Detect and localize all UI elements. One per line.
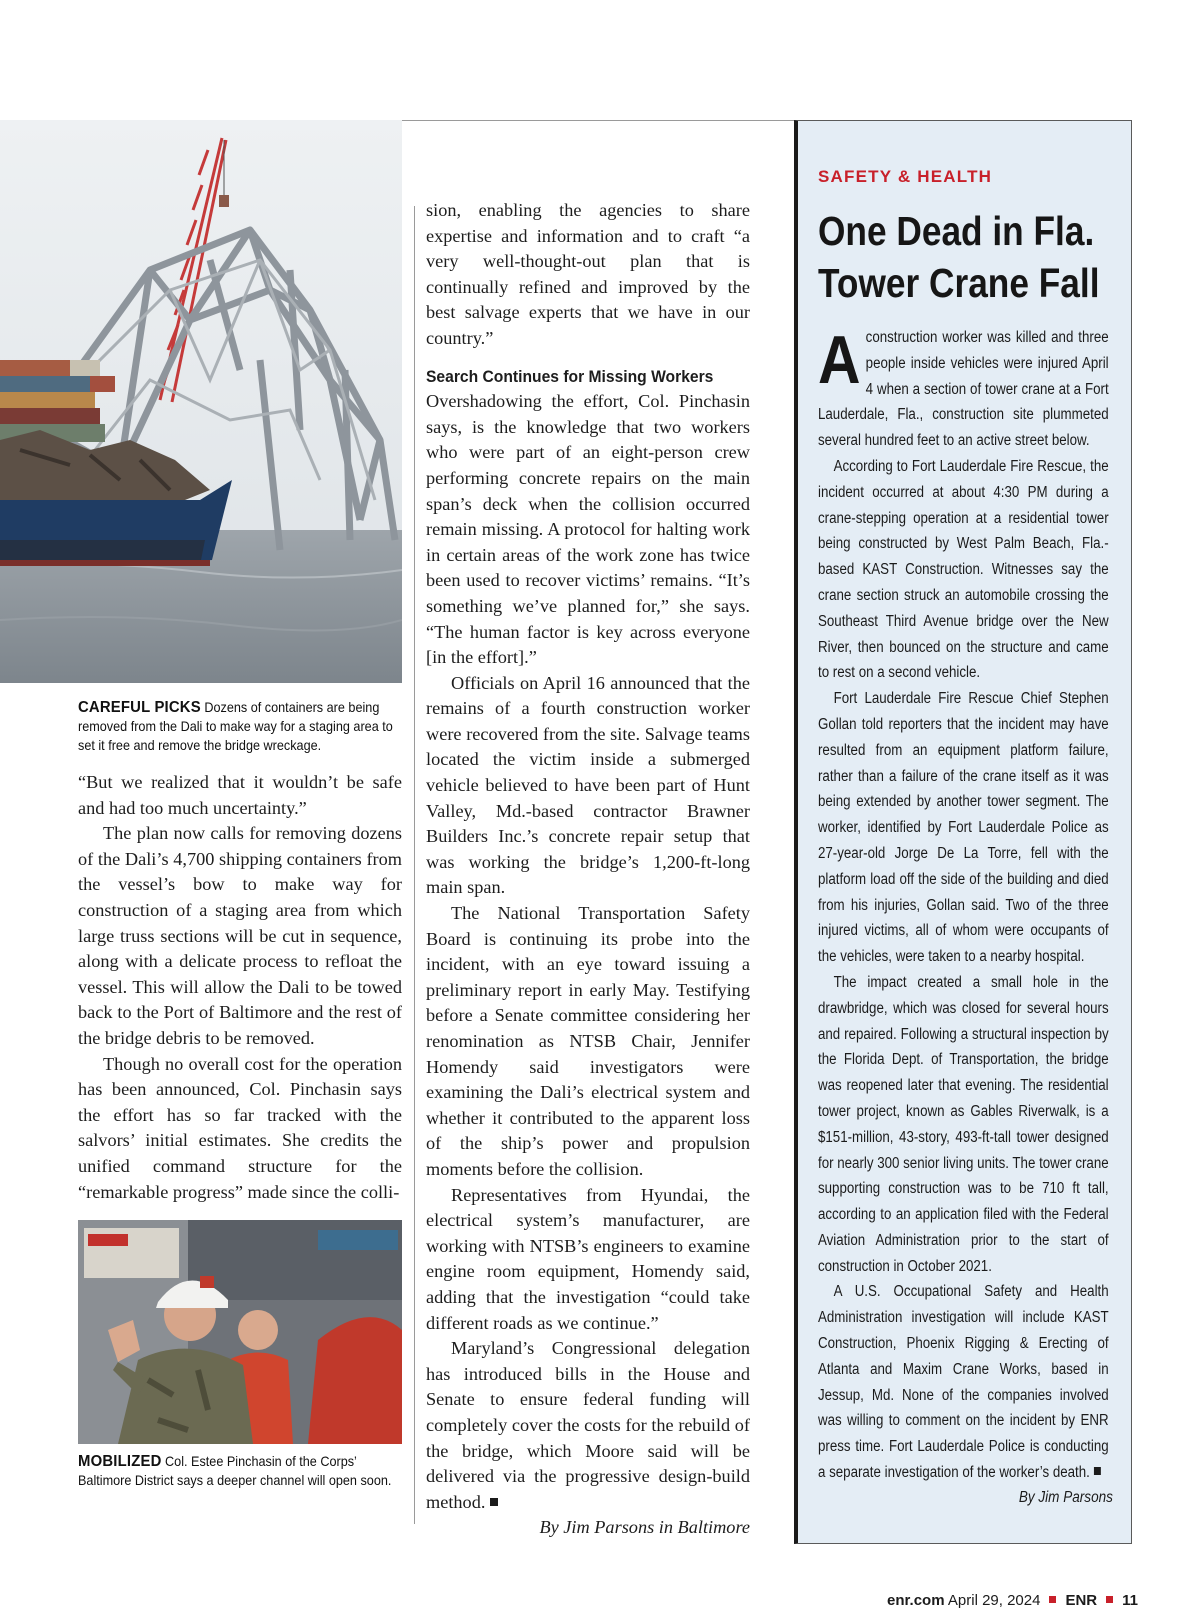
caption-text: Dozens of containers are being removed from the Dali to make way for a staging area to set it free and remove the bridge wreckage. — [78, 700, 393, 753]
subhead: Search Continues for Missing Workers — [426, 366, 714, 386]
sidebar-body — [818, 322, 1109, 1486]
paragraph: The impact created a small hole in the drawbridge, which was closed for several hours and repaired. Following a structural inspection by the Florida Dept. of Transportation, the bridge was reopened later that evening. The residential tower project, known as Gables Riverwalk, is a $151-million, 43-story, 493-ft-tall tower designed for nearly 300 senior living units. The tower crane supporting construction was to be 710 ft tall, according to an application filed with the Federal Aviation Administration prior to the start of construction in October 2021. — [818, 973, 1109, 1275]
bottom-photo-caption — [78, 1452, 405, 1490]
paragraph — [818, 1279, 1109, 1485]
sidebar-headline: One Dead in Fla. Tower Crane Fall — [818, 208, 1100, 306]
paragraph-text: Maryland’s Congressional delegation has introduced bills in the House and Senate to ensure federal funding will completely cover the costs for the rebuild of the bridge, which Moore said will be delivered via the progressive design-build method. — [426, 1338, 750, 1512]
paragraph-text: construction worker was killed and three people inside vehicles were injured April 4 when a section of tower crane at a Fort Lauderdale, Fla., construction site plummeted several hundred feet to an active street below. — [818, 329, 1109, 450]
top-photo-caption — [78, 698, 405, 755]
page-folio — [887, 1592, 1138, 1609]
paragraph-text: A U.S. Occupational Safety and Health Administration investigation will include KAST Construction, Phoenix Rigging & Erecting of Atlanta and Maxim Crane Works, based in Jessup, Md. None of the companies involved was willing to comment on the incident by ENR press time. Fort Lauderdale Police is conducting a separate investigation of the worker’s death. — [818, 1283, 1109, 1482]
column-divider — [414, 206, 415, 1524]
paragraph: The plan now calls for removing dozens of the Dali’s 4,700 shipping containers from the vessel’s bow to make way for construction of a staging area from which large truss sections will be cut in sequence, along with a delicate process to refloat the vessel. This will allow the Dali to be towed back to the Port of Baltimore and the rest of the bridge debris to be removed. — [78, 823, 402, 1048]
page-number: 11 — [1122, 1592, 1138, 1609]
folio-date: April 29, 2024 — [947, 1592, 1041, 1609]
paragraph: Representatives from Hyundai, the electrical system’s manufacturer, are working with NTSB’s engineers to examine engine room equipment, Homendy said, adding that the investigation “could take different roads as we continue.” — [426, 1184, 750, 1333]
folio-site: enr.com — [887, 1592, 945, 1609]
paragraph: sion, enabling the agencies to share expertise and information and to craft “a very well-thought-out plan that is continually refined and improved by the best salvage experts that we have in our country.” — [426, 200, 750, 348]
paragraph: The National Transportation Safety Board is continuing its probe into the incident, with an eye toward issuing a preliminary report in early May. Testifying before a Senate committee considering her renomination as NTSB Chair, Jennifer Homendy said investigators were examining the Dali’s electrical system and whether it contributed to the apparent loss of the ship’s power and propulsion moments before the collision. — [426, 903, 750, 1179]
paragraph: According to Fort Lauderdale Fire Rescue, the incident occurred at about 4:30 PM during a crane-stepping operation at a residential tower being constructed by West Palm Beach, Fla.-based KAST Construction. Witnesses say the crane section struck an automobile crossing the Southeast Third Avenue bridge over the New River, then bounced on the structure and came to rest on a second vehicle. — [818, 457, 1109, 682]
folio-pub: ENR — [1065, 1592, 1098, 1609]
colonel-photo — [78, 1220, 402, 1444]
end-mark-icon — [1094, 1467, 1101, 1475]
paragraph — [426, 1336, 750, 1515]
article-column-middle — [426, 198, 750, 1541]
sidebar-byline: By Jim Parsons — [1018, 1489, 1113, 1506]
paragraph: Officials on April 16 announced that the remains of a fourth construction worker were recovered from the site. Salvage teams located the victim inside a submerged vehicle believed to have been part of Hunt Valley, Md.-based contractor Brawner Builders Inc.’s concrete repair setup that was working the bridge’s 1,200-ft-long main span. — [426, 672, 750, 898]
sidebar-box — [794, 120, 1132, 1544]
bridge-wreck-photo — [0, 120, 402, 683]
end-mark-icon — [490, 1498, 498, 1506]
paragraph: Overshadowing the effort, Col. Pinchasin says, is the knowledge that two workers who were part of an eight-person crew performing concrete repairs on the main span’s deck when the collision occurred remain missing. A protocol for halting work in certain areas of the work zone has twice been used to recover victims’ remains. “It’s something we’ve planned for,” she says. “The human factor is key across everyone [in the effort].” — [426, 391, 750, 668]
caption-keyword: CAREFUL PICKS — [78, 699, 201, 716]
caption-text: Col. Estee Pinchasin of the Corps’ Baltimore District says a deeper channel will open soon. — [78, 1454, 392, 1488]
drop-cap: A — [818, 322, 861, 398]
paragraph: Fort Lauderdale Fire Rescue Chief Stephen Gollan told reporters that the incident may have resulted from an equipment platform failure, rather than a failure of the crane itself as it was being extended by another tower segment. The worker, identified by Fort Lauderdale Police as 27-year-old Jorge De La Torre, fell with the platform load off the side of the building and died from his injuries, Gollan said. Two of the three injured victims, all of whom were occupants of the vehicles, were taken to a nearby hospital. — [818, 690, 1109, 966]
section-kicker: SAFETY & HEALTH — [818, 167, 993, 186]
article-column-left — [78, 770, 402, 1205]
caption-keyword: MOBILIZED — [78, 1453, 162, 1470]
paragraph: Though no overall cost for the operation has been announced, Col. Pinchasin says the effort has so far tracked with the salvors’ initial estimates. She credits the unified command structure for the “remarkable progress” made since the colli- — [78, 1053, 402, 1202]
paragraph — [818, 322, 1109, 454]
byline: By Jim Parsons in Baltimore — [539, 1517, 750, 1538]
paragraph: “But we realized that it wouldn’t be safe and had too much uncertainty.” — [78, 772, 402, 818]
